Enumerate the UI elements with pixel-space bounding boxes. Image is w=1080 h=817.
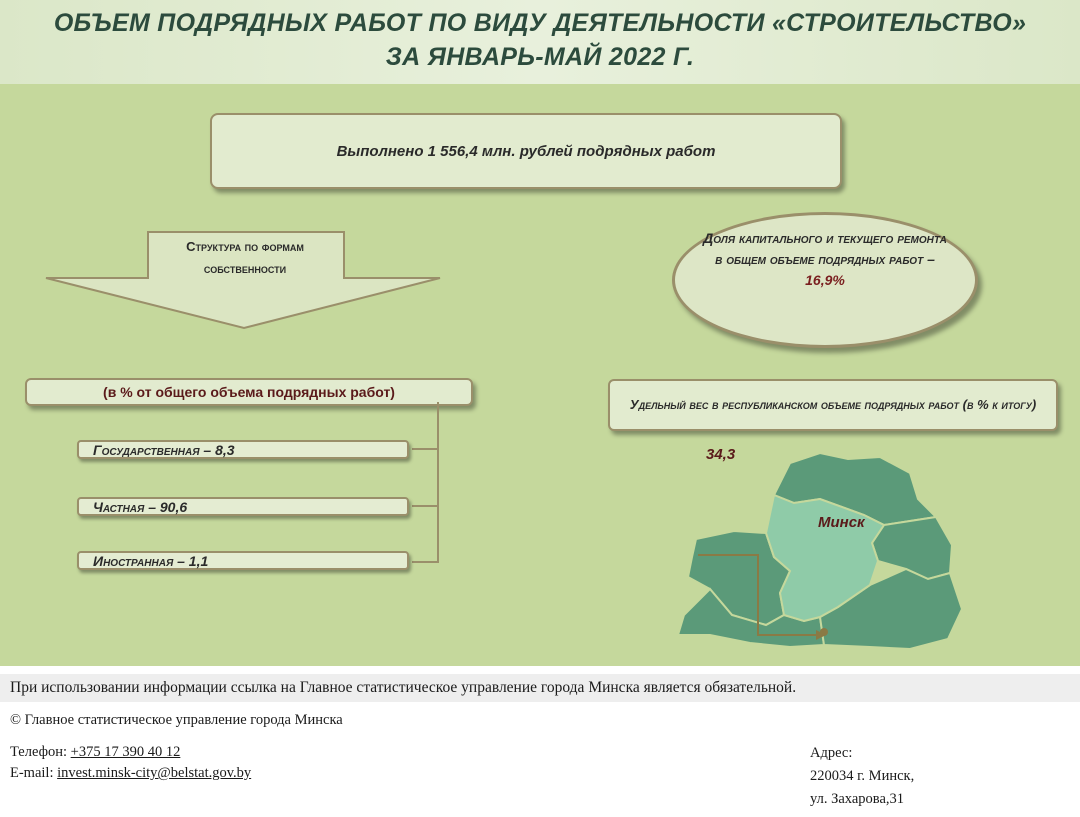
phone-label: Телефон: (10, 744, 68, 760)
repair-share-value: 16,9% (805, 272, 845, 288)
ownership-foreign-label: Иностранная – 1,1 (93, 552, 209, 569)
republic-weight-value: 34,3 (706, 446, 736, 463)
footer (0, 666, 1080, 817)
address-line-2: ул. Захарова,31 (810, 791, 905, 807)
unit-label: (в % от общего объема подрядных работ) (103, 384, 395, 400)
footer-contacts (10, 742, 251, 784)
repair-share-label: Доля капитального и текущего ремонта в общем объеме подрядных работ – (703, 230, 947, 267)
summary-text: Выполнено 1 556,4 млн. рублей подрядных работ (336, 142, 716, 160)
ownership-private (77, 497, 409, 516)
belarus-map (670, 439, 970, 659)
footer-notice: При использовании информации ссылка на Главное статистическое управление города Минска является обязательной. (0, 674, 1080, 702)
bracket-connector (412, 402, 442, 572)
address-label: Адрес: (810, 745, 853, 761)
ownership-private-label: Частная – 90,6 (93, 498, 188, 515)
footer-address (810, 742, 914, 811)
map-city-label: Минск (818, 514, 865, 531)
address-line-1: 220034 г. Минск, (810, 768, 915, 784)
ownership-state (77, 440, 409, 459)
ownership-foreign (77, 551, 409, 570)
footer-copyright: © Главное статистическое управление города Минска (10, 712, 343, 728)
header (0, 0, 1080, 84)
title-line-1: ОБЪЕМ ПОДРЯДНЫХ РАБОТ ПО ВИДУ ДЕЯТЕЛЬНОСТИ «СТРОИТЕЛЬСТВО» (53, 9, 1027, 37)
republic-weight-box (608, 379, 1058, 431)
summary-box (210, 113, 842, 189)
email-link[interactable]: invest.minsk-city@belstat.gov.by (57, 765, 252, 781)
unit-label-box (25, 378, 473, 406)
email-label: E-mail: (10, 765, 54, 781)
infographic (0, 84, 1080, 666)
ownership-state-label: Государственная – 8,3 (93, 441, 235, 458)
structure-arrow-label: Структура по формам собственности (186, 239, 304, 276)
repair-share-text (700, 228, 950, 291)
republic-weight-label: Удельный вес в республиканском объеме подрядных работ (в % к итогу) (629, 397, 1037, 412)
minsk-marker (820, 628, 828, 636)
phone-link[interactable]: +375 17 390 40 12 (70, 744, 181, 760)
title-line-2: ЗА ЯНВАРЬ-МАЙ 2022 Г. (385, 43, 695, 71)
